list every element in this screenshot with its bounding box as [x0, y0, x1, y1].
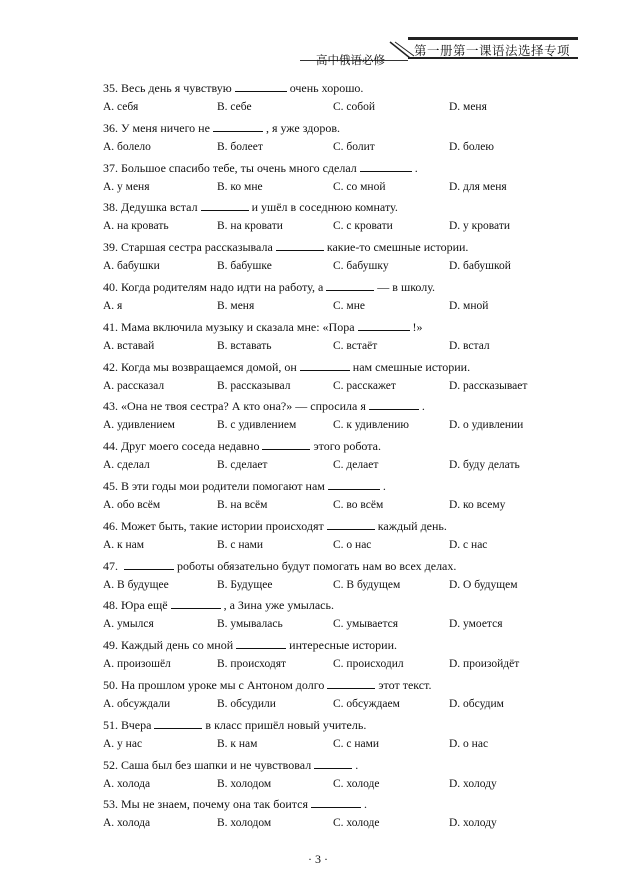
question-stem-before: Каждый день со мной: [121, 638, 234, 653]
question-item: [103, 715, 543, 755]
question-text: [103, 237, 543, 257]
answer-blank: [311, 797, 361, 808]
option-d: D. с нас: [449, 538, 488, 551]
option-b: B. происходят: [217, 658, 287, 671]
option-c: C. болит: [333, 140, 375, 153]
question-number: 37.: [103, 160, 118, 175]
answer-blank: [213, 121, 263, 132]
question-stem-before: «Она не твоя сестра? А кто она?» — спросила я: [121, 399, 366, 414]
answer-blank: [358, 320, 410, 331]
question-stem-after: — в школу.: [377, 279, 436, 294]
question-text: [103, 635, 543, 655]
option-b: B. на кровати: [217, 220, 283, 233]
option-a: A. холода: [103, 817, 151, 830]
question-item: [103, 197, 543, 237]
question-text: [103, 396, 543, 416]
option-a: A. рассказал: [103, 379, 165, 392]
option-c: C. к удивлению: [333, 419, 409, 432]
option-d: D. меня: [449, 101, 487, 113]
question-number: 43.: [103, 399, 118, 414]
question-item: [103, 396, 543, 436]
question-number: 53.: [103, 797, 118, 812]
answer-options: [103, 98, 543, 118]
question-stem-after: очень хорошо.: [289, 81, 364, 95]
option-a: A. у меня: [103, 180, 150, 193]
answer-options: [103, 456, 543, 476]
question-item: [103, 755, 543, 795]
question-number: 47.: [103, 558, 118, 573]
page-number: · 3 ·: [308, 852, 328, 866]
question-stem-after: .: [364, 797, 368, 812]
question-text: [103, 436, 543, 456]
question-stem-after: каждый день.: [377, 518, 447, 533]
option-c: C. с кровати: [333, 220, 393, 233]
option-a: A. болело: [103, 140, 151, 153]
question-stem-before: Дедушка встал: [121, 200, 198, 215]
question-text: [103, 675, 543, 695]
question-stem-before: На прошлом уроке мы с Антоном долго: [121, 677, 325, 692]
answer-options: [103, 695, 543, 715]
question-stem-before: Саша был без шапки и не чувствовал: [121, 757, 312, 772]
question-item: [103, 794, 543, 834]
question-stem-after: .: [414, 160, 418, 175]
answer-options: [103, 138, 543, 158]
option-a: A. на кровать: [103, 220, 169, 233]
option-b: B. с нами: [217, 538, 264, 551]
answer-blank: [171, 598, 221, 609]
question-stem-after: !»: [412, 319, 423, 334]
question-text: [103, 755, 543, 775]
option-d: D. о нас: [449, 737, 489, 750]
question-item: [103, 436, 543, 476]
answer-blank: [236, 638, 286, 649]
question-stem-after: .: [421, 399, 425, 414]
question-number: 36.: [103, 120, 118, 135]
option-c: C. происходил: [333, 658, 404, 671]
question-number: 40.: [103, 279, 118, 294]
question-text: [103, 556, 543, 576]
option-c: C. делает: [333, 459, 379, 472]
question-stem-after: роботы обязательно будут помогать нам во всех делах.: [177, 558, 457, 573]
question-number: 48.: [103, 598, 118, 613]
answer-blank: [262, 439, 310, 450]
option-a: A. обо всём: [103, 498, 161, 511]
question-stem-after: интересные истории.: [289, 638, 398, 653]
question-stem-before: Мы не знаем, почему она так боится: [121, 797, 309, 812]
question-number: 42.: [103, 359, 118, 374]
question-text: [103, 357, 543, 377]
question-item: [103, 516, 543, 556]
answer-options: [103, 257, 543, 277]
question-number: 44.: [103, 439, 118, 454]
option-b: B. с удивлением: [217, 419, 297, 432]
answer-options: [103, 217, 543, 237]
option-b: B. рассказывал: [217, 379, 291, 392]
question-item: [103, 635, 543, 675]
option-a: A. умылся: [103, 618, 154, 631]
question-stem-before: Весь день я чувствую: [121, 81, 232, 95]
question-number: 49.: [103, 638, 118, 653]
option-c: C. с нами: [333, 737, 380, 750]
question-stem-after: этот текст.: [378, 677, 432, 692]
question-list: [103, 78, 543, 834]
answer-blank: [235, 81, 287, 92]
answer-blank: [328, 479, 380, 490]
option-a: A. к нам: [103, 538, 145, 551]
question-text: [103, 197, 543, 217]
option-d: D. у кровати: [449, 220, 511, 233]
answer-options: [103, 655, 543, 675]
question-stem-before: Юра ещё: [121, 598, 168, 613]
question-item: [103, 237, 543, 277]
option-c: C. о нас: [333, 538, 372, 551]
option-b: B. меня: [217, 299, 255, 312]
question-item: [103, 78, 543, 118]
option-d: D. рассказывает: [449, 379, 528, 392]
page-header: [0, 0, 636, 70]
answer-blank: [326, 280, 374, 291]
option-d: D. для меня: [449, 180, 507, 193]
answer-options: [103, 775, 543, 795]
answer-options: [103, 576, 543, 596]
question-item: [103, 357, 543, 397]
question-text: [103, 715, 543, 735]
question-stem-after: , я уже здоров.: [265, 120, 341, 135]
option-c: C. холоде: [333, 817, 380, 830]
option-b: B. болеет: [217, 140, 263, 153]
question-text: [103, 78, 543, 98]
option-a: A. холода: [103, 777, 151, 790]
question-text: [103, 794, 543, 814]
option-d: D. буду делать: [449, 459, 520, 472]
question-stem-after: .: [382, 478, 386, 493]
answer-blank: [276, 240, 324, 251]
option-b: B. холодом: [217, 777, 272, 790]
option-c: C. холоде: [333, 777, 380, 790]
question-text: [103, 317, 543, 337]
option-a: A. удивлением: [103, 419, 175, 432]
question-item: [103, 556, 543, 596]
answer-blank: [201, 200, 249, 211]
question-stem-after: и ушёл в соседнюю комнату.: [251, 200, 398, 215]
question-text: [103, 158, 543, 178]
option-c: C. В будущем: [333, 578, 401, 591]
question-item: [103, 118, 543, 158]
question-item: [103, 595, 543, 635]
option-c: C. расскажет: [333, 379, 396, 392]
option-c: C. во всём: [333, 498, 384, 511]
header-subtitle: 高中俄语必修: [316, 53, 385, 67]
option-d: D. о удивлении: [449, 419, 524, 432]
option-c: C. встаёт: [333, 339, 378, 352]
option-d: D. встал: [449, 339, 490, 352]
option-d: D. бабушкой: [449, 260, 511, 273]
option-d: D. холоду: [449, 777, 497, 790]
question-stem-after: этого робота.: [313, 439, 381, 454]
question-number: 39.: [103, 240, 118, 255]
question-stem-after: нам смешные истории.: [352, 359, 471, 374]
answer-options: [103, 377, 543, 397]
answer-blank: [360, 161, 412, 172]
option-a: A. произошёл: [103, 658, 171, 671]
answer-options: [103, 496, 543, 516]
option-d: D. холоду: [449, 817, 497, 830]
option-d: D. умоется: [449, 618, 503, 631]
option-d: D. болею: [449, 140, 494, 153]
option-b: B. Будущее: [217, 578, 273, 591]
answer-blank: [300, 360, 350, 371]
answer-options: [103, 536, 543, 556]
question-item: [103, 476, 543, 516]
answer-blank: [369, 399, 419, 410]
question-stem-after: в класс пришёл новый учитель.: [205, 717, 367, 732]
option-b: B. на всём: [217, 498, 268, 511]
answer-blank: [327, 678, 375, 689]
option-c: C. бабушку: [333, 260, 389, 273]
answer-options: [103, 735, 543, 755]
option-a: A. бабушки: [103, 260, 160, 273]
question-text: [103, 118, 543, 138]
option-b: B. к нам: [217, 737, 258, 750]
option-d: D. ко всему: [449, 498, 506, 511]
answer-blank: [327, 519, 375, 530]
option-d: D. О будущем: [449, 578, 518, 591]
question-stem-after: .: [355, 757, 359, 772]
option-b: B. холодом: [217, 817, 272, 830]
question-stem-after: , а Зина уже умылась.: [223, 598, 334, 613]
option-b: B. умывалась: [217, 618, 283, 631]
question-stem-before: Друг моего соседа недавно: [121, 439, 260, 454]
question-stem-before: Большое спасибо тебе, ты очень много сделал: [121, 160, 357, 175]
question-stem-before: Вчера: [121, 717, 152, 732]
option-c: C. мне: [333, 299, 365, 312]
question-stem-before: Может быть, такие истории происходят: [121, 518, 324, 533]
question-number: 41.: [103, 319, 118, 334]
question-item: [103, 317, 543, 357]
answer-blank: [314, 758, 352, 769]
answer-options: [103, 416, 543, 436]
option-b: B. ко мне: [217, 180, 263, 193]
option-d: D. мной: [449, 299, 489, 312]
option-c: C. со мной: [333, 180, 386, 193]
option-b: B. обсудили: [217, 697, 276, 710]
option-b: B. вставать: [217, 339, 272, 352]
question-stem-before: Когда мы возвращаемся домой, он: [121, 359, 297, 374]
option-b: B. сделает: [217, 459, 268, 472]
question-number: 52.: [103, 757, 118, 772]
option-a: A. сделал: [103, 459, 150, 472]
option-a: A. обсуждали: [103, 697, 171, 710]
option-b: B. себе: [217, 101, 252, 113]
question-text: [103, 476, 543, 496]
answer-blank: [154, 718, 202, 729]
question-item: [103, 158, 543, 198]
option-c: C. обсуждаем: [333, 697, 400, 710]
option-d: D. произойдёт: [449, 658, 520, 671]
question-text: [103, 516, 543, 536]
question-number: 38.: [103, 200, 118, 215]
option-a: A. В будущее: [103, 578, 169, 591]
question-number: 35.: [103, 81, 118, 95]
question-item: [103, 277, 543, 317]
option-b: B. бабушке: [217, 260, 272, 273]
question-number: 50.: [103, 677, 118, 692]
answer-options: [103, 337, 543, 357]
header-title: 第一册第一课语法选择专项: [408, 37, 578, 59]
question-stem-before: Когда родителям надо идти на работу, а: [121, 279, 324, 294]
option-c: C. собой: [333, 101, 376, 113]
answer-options: [103, 297, 543, 317]
question-number: 46.: [103, 518, 118, 533]
option-d: D. обсудим: [449, 697, 504, 710]
answer-options: [103, 814, 543, 834]
question-text: [103, 277, 543, 297]
option-c: C. умывается: [333, 618, 399, 631]
option-a: A. у нас: [103, 737, 143, 750]
question-stem-before: Мама включила музыку и сказала мне: «Пора: [121, 319, 355, 334]
option-a: A. вставай: [103, 339, 155, 352]
question-number: 45.: [103, 478, 118, 493]
question-item: [103, 675, 543, 715]
question-text: [103, 595, 543, 615]
answer-options: [103, 178, 543, 198]
question-number: 51.: [103, 717, 118, 732]
answer-options: [103, 615, 543, 635]
question-stem-before: У меня ничего не: [121, 120, 210, 135]
question-stem-before: Старшая сестра рассказывала: [121, 240, 273, 255]
option-a: A. я: [103, 299, 123, 312]
question-stem-before: В эти годы мои родители помогают нам: [121, 478, 325, 493]
question-stem-after: какие-то смешные истории.: [326, 240, 469, 255]
option-a: A. себя: [103, 101, 139, 113]
answer-blank: [124, 559, 174, 570]
